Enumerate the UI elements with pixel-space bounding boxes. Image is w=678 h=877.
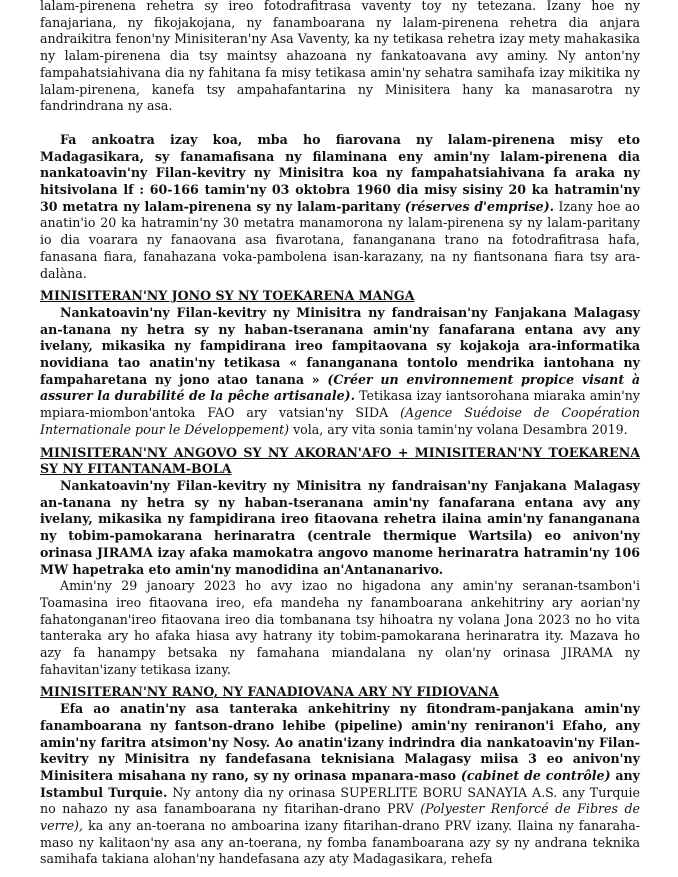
angovo-paragraph: Amin'ny 29 janoary 2023 ho avy izao no higadona any amin'ny seranan-tsambon'i Toamasina ireo fitaovana ireo, efa mandeha ny fanamboarana ankehitriny ary aorian'ny fahatonganan'ireo fitaovana ireo dia tombanana tsy hihoatra ny volana Jona 2023 no ho vita tanteraka ary ho afaka hiasa avy hatrany ity tobim-pamokarana herinaratra ity. Mazava ho azy fa hanampy betsaka ny famahana miandalana ny olan'ny orinasa JIRAMA ny fahavitan'izany tetikasa izany.	[40, 578, 640, 677]
section-heading-rano: MINISITERAN'NY RANO, NY FANADIOVANA ARY NY FIDIOVANA	[40, 684, 499, 700]
emprise-italic-text: (réserves d'emprise).	[404, 198, 555, 214]
emprise-rest-text: Izany hoe ao anatin'io 20 ka hatramin'ny 30 metatra manamorona ny lalam-pirenena sy ny lalam-paritany io dia voarara ny fanaovana asa fivarotana, fananganana trano na fotodrafitrasa hafa, fanasana fiara, fanahazana voka-pambolena isan-karazany, na ny fiantsonana fiara tsy ara-dalàna.	[40, 198, 641, 281]
intro-paragraph: lalam-pirenena rehetra sy ireo fotodrafitrasa vaventy toy ny tetezana. Izany hoe ny fanajariana, ny fikojakojana, ny fanamboarana ny lalam-pirenena rehetra dia anjara andraikitra fenon'ny Minisiteran'ny Asa Vaventy, ka ny tetikasa rehetra izay mety mahakasika ny lalam-pirenena dia tsy maintsy ahazoana ny fankatoavana avy aminy. Ny anton'ny fampahatsiahivana dia ny fahitana fa misy tetikasa amin'ny sehatra samihafa izay mikitika ny lalam-pirenena, kanefa tsy ampahafantarina ny Minisitera hany ka manasarotra ny fandrindrana ny asa.	[40, 0, 640, 114]
rano-rest-text-1: Ny antony dia ny orinasa SUPERLITE BORU SANAYIA A.S. any Turquie no nahazo ny asa fanamboarana ny fitarihan-drano PRV	[40, 784, 640, 817]
rano-bold-text-2: any Istambul Turquie.	[40, 767, 640, 800]
rano-bold-text-1: Efa ao anatin'ny asa tanteraka ankehitriny ny fitondram-panjakana amin'ny fanamboarana ny fantson-drano lehibe (pipeline) amin'ny reniranon'i Efaho, any amin'ny faritra atsimon'ny Nosy. Ao anatin'izany indrindra dia nankatoavin'ny Filan-kevitry ny Minisitra ny fandefasana teknisiana Malagasy miisa 3 eo anivon'ny Minisitera misahana ny rano, sy ny orinasa mpanara-maso	[40, 701, 640, 783]
emprise-paragraph	[40, 132, 640, 282]
rano-paragraph	[40, 701, 640, 868]
document-page	[40, 0, 640, 868]
jono-italic-text: (Agence Suédoise de Coopération Internationale pour le Développement)	[40, 405, 640, 437]
jono-bold-text: Nankatoavin'ny Filan-kevitry ny Minisitra ny fandraisan'ny Fanjakana Malagasy an-tanana ny hetra sy ny haban-tseranana amin'ny fanafarana entana avy any ivelany, mikasika ny fampidirana ireo fampitaovana sy kojakoja ara-informatika novidiana tao anatin'ny tetikasa « fananganana tontolo mendrika iantohana ny fampaharetana ny jono atao tanana »	[40, 304, 640, 387]
angovo-bold-paragraph: Nankatoavin'ny Filan-kevitry ny Minisitra ny fandraisan'ny Fanjakana Malagasy an-tanana ny hetra sy ny haban-tseranana amin'ny fanafarana entana avy any ivelany, mikasika ny fampidirana ireo fitaovana rehetra ilaina amin'ny fananganana ny tobim-pamokarana herinaratra (centrale thermique Wartsila) eo anivon'ny orinasa JIRAMA izay afaka mamokatra angovo manome herinaratra hatramin'ny 106 MW hapetraka eto amin'ny manodidina an'Antananarivo.	[40, 477, 640, 577]
rano-rest-text-2: ka any an-toerana no amboarina izany fitarihan-drano PRV izany. Ilaina ny fanaraha-maso ny kalitaon'ny asa any an-toerana, ny fomba fanamboarana azy sy ny andrana teknika samihafa takiana alohan'ny handefasana azy aty Madagasikara, rehefa	[40, 818, 640, 867]
section-heading-jono: MINISITERAN'NY JONO SY NY TOEKARENA MANGA	[40, 288, 415, 304]
emprise-bold-text: Fa ankoatra izay koa, mba ho fiarovana ny lalam-pirenena misy eto Madagasikara, sy fanamafisana ny filaminana eny amin'ny lalam-pirenena dia nankatoavin'ny Filan-kevitry ny Minisitra koa ny fampahatsiahivana fa araka ny hitsivolana lf : 60-166 tamin'ny 03 oktobra 1960 dia misy sisiny 20 ka hatramin'ny 30 metatra ny lalam-pirenena sy ny lalam-paritany	[40, 131, 640, 214]
jono-paragraph	[40, 305, 640, 439]
jono-bold-italic-text: (Créer un environnement propice visant à assurer la durabilité de la pêche artisanale).	[40, 371, 641, 404]
jono-rest-text-1: Tetikasa izay iantsorohana miaraka amin'ny mpiara-miombon'antoka FAO ary vatsian'ny SIDA	[40, 388, 640, 421]
rano-bold-italic-text: (cabinet de contrôle)	[456, 767, 611, 783]
section-heading-angovo: MINISITERAN'NY ANGOVO SY NY AKORAN'AFO + MINISITERAN'NY TOEKARENA SY NY FITANTANAM-BOLA	[40, 444, 640, 477]
rano-italic-text: (Polyester Renforcé de Fibres de verre),	[40, 801, 640, 834]
jono-rest-text-2: vola, ary vita sonia tamin'ny volana Desambra 2019.	[289, 421, 628, 437]
